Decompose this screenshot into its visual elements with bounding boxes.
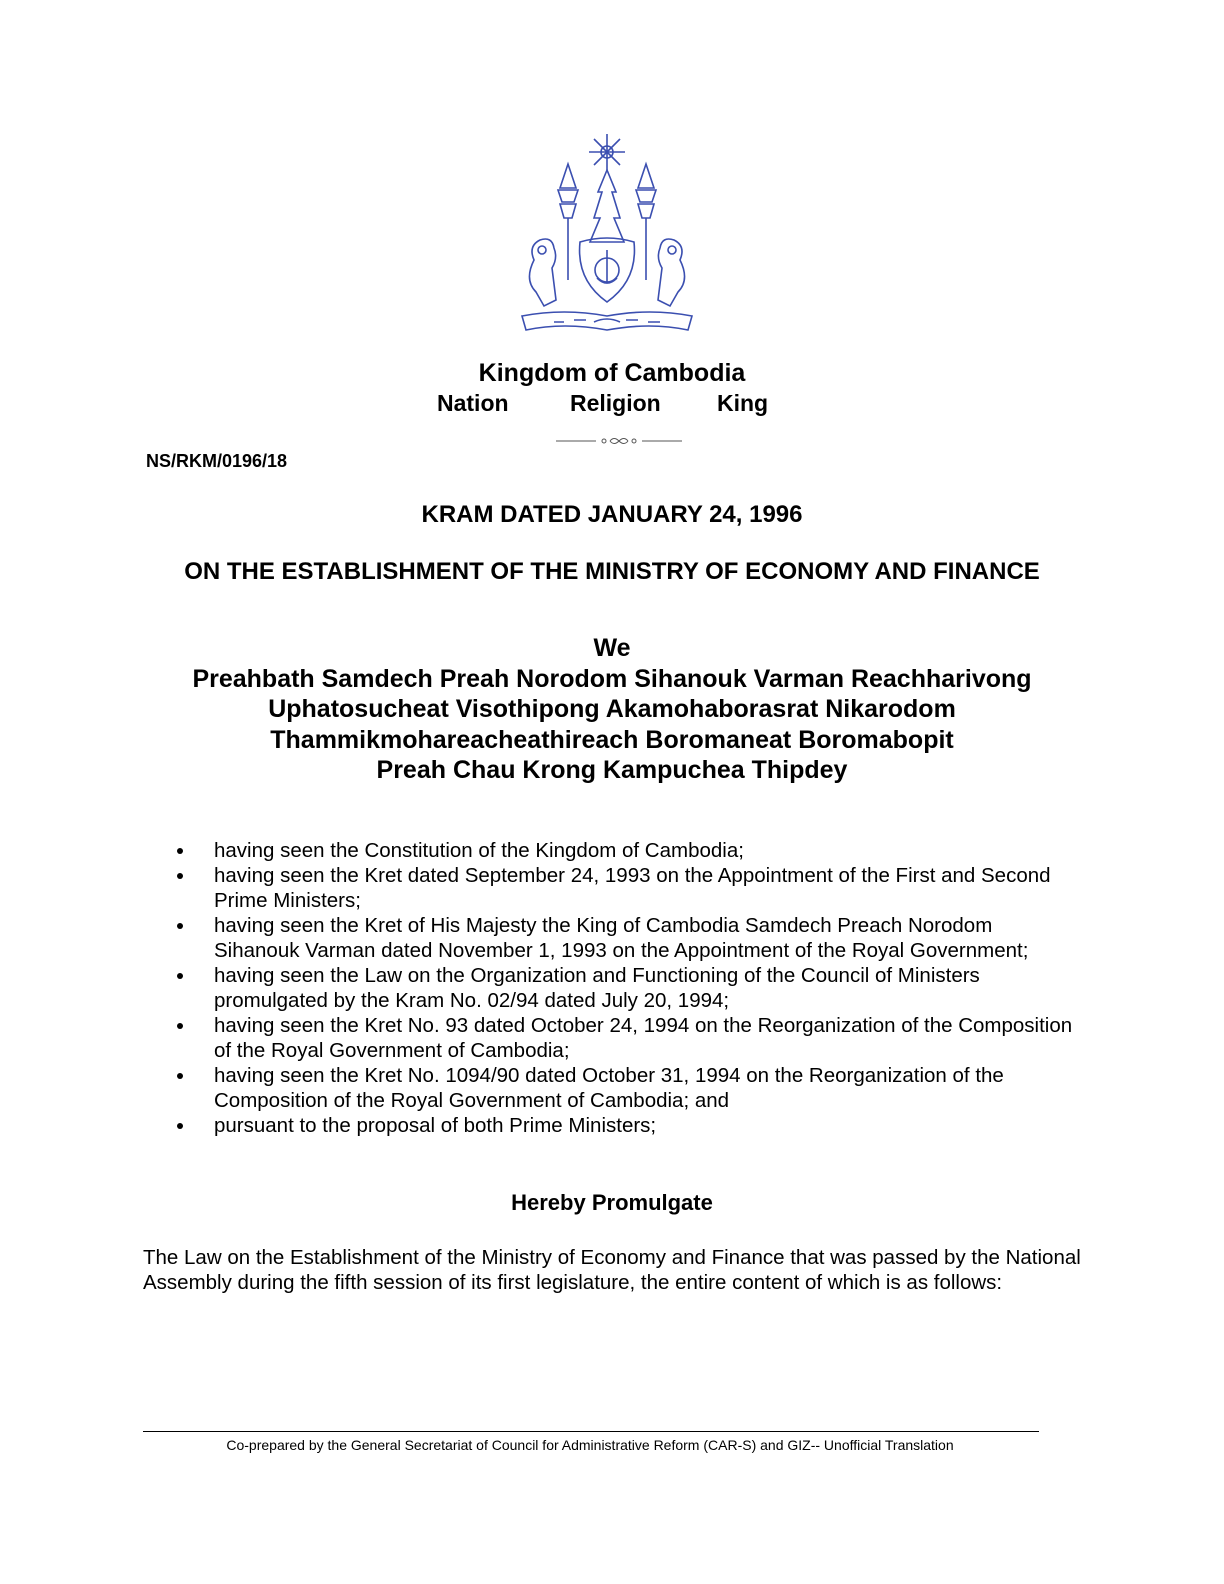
royal-coat-of-arms-icon [514, 130, 700, 344]
promulgate-heading: Hereby Promulgate [511, 1190, 713, 1215]
royal-title-line: Preah Chau Krong Kampuchea Thipdey [376, 756, 848, 784]
list-item [174, 1113, 1074, 1138]
list-item-text: having seen the Kret of His Majesty the King of Cambodia Samdech Preach Norodom Sihanouk Varman dated November 1, 1993 on the Appointment of the Royal Government; [214, 914, 1029, 962]
royal-title-line: We [593, 634, 631, 662]
kram-title: KRAM DATED JANUARY 24, 1996 [421, 501, 803, 528]
list-item [174, 838, 1074, 863]
bullet-icon [177, 848, 183, 854]
bullet-icon [177, 1023, 183, 1029]
bullet-icon [177, 923, 183, 929]
footer-note: Co-prepared by the General Secretariat of Council for Administrative Reform (CAR-S) and GIZ-- Unofficial Translation [226, 1437, 954, 1453]
list-item-text: having seen the Kret No. 93 dated October 24, 1994 on the Reorganization of the Composition of the Royal Government of Cambodia; [214, 1014, 1073, 1062]
bullet-icon [177, 873, 183, 879]
list-item [174, 1013, 1074, 1063]
ornament-divider-icon [556, 434, 682, 448]
preamble-list [174, 838, 1074, 1138]
motto-religion: Religion [570, 390, 661, 416]
list-item-text: having seen the Kret No. 1094/90 dated October 31, 1994 on the Reorganization of the Composition of the Royal Government of Cambodia; and [214, 1064, 1004, 1112]
royal-title-line: Uphatosucheat Visothipong Akamohaborasrat Nikarodom [268, 695, 956, 723]
list-item-text: having seen the Kret dated September 24, 1993 on the Appointment of the First and Second Prime Ministers; [214, 864, 1051, 912]
document-subject: ON THE ESTABLISHMENT OF THE MINISTRY OF ECONOMY AND FINANCE [184, 558, 1040, 585]
list-item-text: having seen the Constitution of the Kingdom of Cambodia; [214, 839, 744, 862]
list-item [174, 963, 1074, 1013]
list-item-text: having seen the Law on the Organization and Functioning of the Council of Ministers promulgated by the Kram No. 02/94 dated July 20, 1994; [214, 964, 980, 1012]
royal-title-line: Thammikmohareacheathireach Boromaneat Boromabopit [270, 725, 954, 754]
motto-king: King [717, 390, 769, 416]
document-number: NS/RKM/0196/18 [146, 451, 288, 471]
royal-title-block [0, 633, 1224, 786]
country-title: Kingdom of Cambodia [478, 359, 746, 387]
bullet-icon [177, 1073, 183, 1079]
motto-nation: Nation [437, 390, 509, 416]
list-item [174, 863, 1074, 913]
body-paragraph: The Law on the Establishment of the Ministry of Economy and Finance that was passed by the National Assembly during the fifth session of its first legislature, the entire content of which is as follows: [143, 1246, 1081, 1294]
bullet-icon [177, 973, 183, 979]
list-item [174, 1063, 1074, 1113]
list-item-text: pursuant to the proposal of both Prime Ministers; [214, 1114, 657, 1137]
bullet-icon [177, 1123, 183, 1129]
list-item [174, 913, 1074, 963]
footer-divider [143, 1431, 1039, 1432]
royal-title-line: Preahbath Samdech Preah Norodom Sihanouk Varman Reachharivong [192, 664, 1032, 693]
